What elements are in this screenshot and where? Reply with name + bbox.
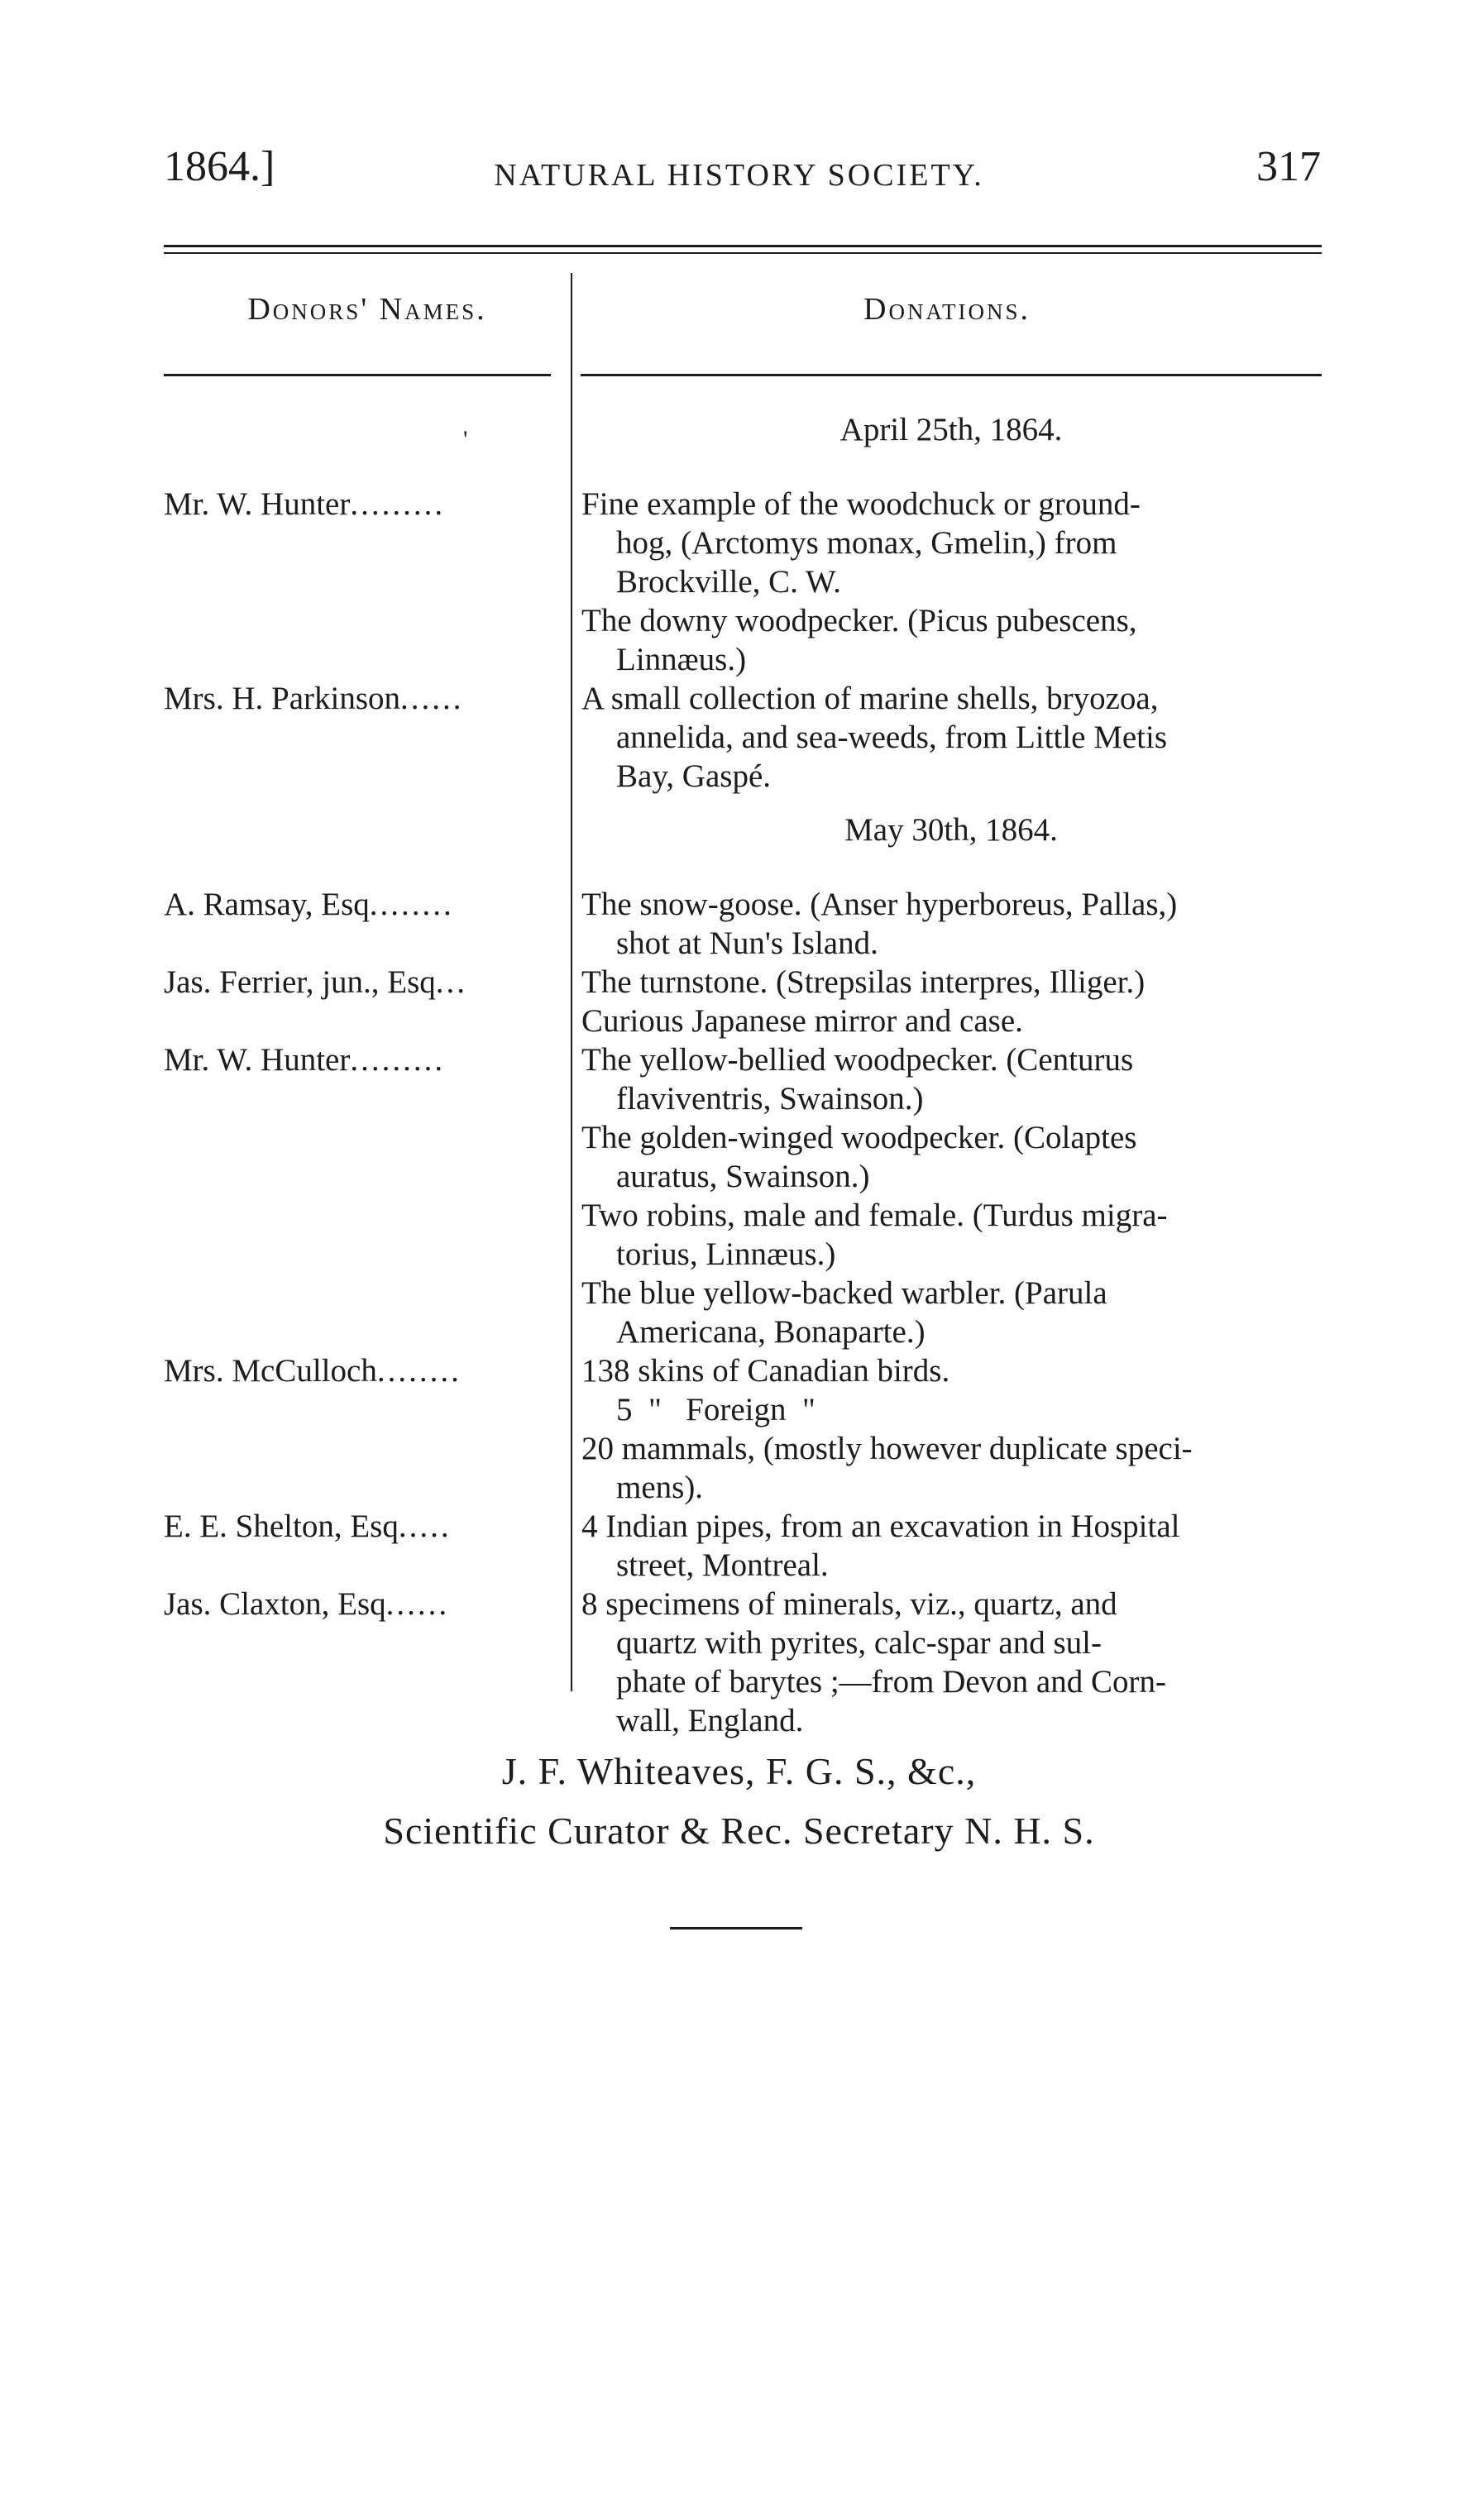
donation-line: phate of barytes ;—from Devon and Corn- <box>616 1664 1166 1700</box>
donation-line: Linnæus.) <box>616 642 747 677</box>
donor-name-text: Mrs. H. Parkinson <box>164 681 401 716</box>
column-header-donations: Donations. <box>863 292 1031 327</box>
donor-name-text: Mr. W. Hunter <box>164 486 351 522</box>
donor-name <box>164 679 464 719</box>
column-header-donors: Donors' Names. <box>247 292 487 327</box>
donation-line: 5 " Foreign " <box>616 1392 816 1427</box>
donation-line: The golden-winged woodpecker. (Colaptes <box>581 1120 1137 1155</box>
donation-line: Bay, Gaspé. <box>616 758 772 794</box>
donor-name <box>164 1040 445 1080</box>
donor-name <box>164 1585 449 1624</box>
donation-line: The snow-goose. (Anser hyperboreus, Pallas,) <box>581 887 1178 922</box>
section-date: May 30th, 1864. <box>844 812 1058 848</box>
donation-line: The downy woodpecker. (Picus pubescens, <box>581 603 1137 638</box>
leader-dots: ..... <box>398 1509 452 1544</box>
donation-line: Curious Japanese mirror and case. <box>581 1003 1023 1039</box>
closing-rule <box>670 1927 802 1929</box>
donation-line: Two robins, male and female. (Turdus migra- <box>581 1198 1168 1233</box>
signature-title: Scientific Curator & Rec. Secretary N. H. S. <box>383 1810 1095 1852</box>
leader-dots: ...... <box>385 1586 450 1622</box>
donation-line: The blue yellow-backed warbler. (Parula <box>581 1275 1107 1311</box>
top-rule-upper <box>164 245 1322 247</box>
donation-line: 8 specimens of minerals, viz., quartz, and <box>581 1586 1117 1622</box>
header-year: 1864.] <box>164 143 275 190</box>
donation-line: 4 Indian pipes, from an excavation in Hospital <box>581 1509 1180 1544</box>
header-rule-donations <box>581 374 1322 376</box>
donation-line: wall, England. <box>616 1703 804 1738</box>
donor-name-text: A. Ramsay, Esq <box>164 887 370 922</box>
donor-name-text: Jas. Ferrier, jun., Esq <box>164 964 436 1000</box>
header-title: NATURAL HISTORY SOCIETY. <box>494 158 984 193</box>
header-rule-donors <box>164 374 551 376</box>
donor-name <box>164 1507 452 1547</box>
leader-dots: ........ <box>369 887 454 922</box>
donation-line: shot at Nun's Island. <box>616 925 878 961</box>
donation-line: The yellow-bellied woodpecker. (Centurus <box>581 1042 1134 1078</box>
top-rule-lower <box>164 252 1322 254</box>
page-number: 317 <box>1256 143 1321 190</box>
donor-name <box>164 485 445 524</box>
leader-dots: ... <box>435 964 468 1000</box>
donor-name <box>164 1351 462 1391</box>
leader-dots: ...... <box>400 681 464 716</box>
tick-mark: ' <box>463 426 468 453</box>
donor-name-text: Mrs. McCulloch <box>164 1353 377 1389</box>
donation-line: Brockville, C. W. <box>616 564 841 600</box>
donation-line: hog, (Arctomys monax, Gmelin,) from <box>616 525 1117 561</box>
leader-dots: ......... <box>350 1042 446 1078</box>
donation-line: quartz with pyrites, calc-spar and sul- <box>616 1625 1102 1661</box>
leader-dots: ......... <box>350 486 446 522</box>
donation-line: 138 skins of Canadian birds. <box>581 1353 950 1389</box>
donor-name-text: Jas. Claxton, Esq <box>164 1586 386 1622</box>
donation-line: annelida, and sea-weeds, from Little Metis <box>616 720 1168 755</box>
donor-name <box>164 885 454 925</box>
donation-line: torius, Linnæus.) <box>616 1236 836 1272</box>
donation-line: Fine example of the woodchuck or ground- <box>581 486 1141 522</box>
donation-line: 20 mammals, (mostly however duplicate speci- <box>581 1431 1193 1466</box>
donor-name <box>164 963 467 1002</box>
donation-line: flaviventris, Swainson.) <box>616 1081 924 1117</box>
section-date: April 25th, 1864. <box>839 412 1063 447</box>
donation-line: street, Montreal. <box>616 1547 829 1583</box>
donor-name-text: Mr. W. Hunter <box>164 1042 351 1078</box>
donation-line: auratus, Swainson.) <box>616 1159 870 1194</box>
column-divider <box>571 273 572 1691</box>
donation-line: Americana, Bonaparte.) <box>616 1314 926 1350</box>
donation-line: The turnstone. (Strepsilas interpres, Illiger.) <box>581 964 1146 1000</box>
donation-line: A small collection of marine shells, bryozoa, <box>581 681 1159 716</box>
leader-dots: ........ <box>376 1353 462 1389</box>
donor-name-text: E. E. Shelton, Esq <box>164 1509 399 1544</box>
signature-name: J. F. Whiteaves, F. G. S., &c., <box>501 1750 977 1792</box>
donation-line: mens). <box>616 1470 704 1505</box>
